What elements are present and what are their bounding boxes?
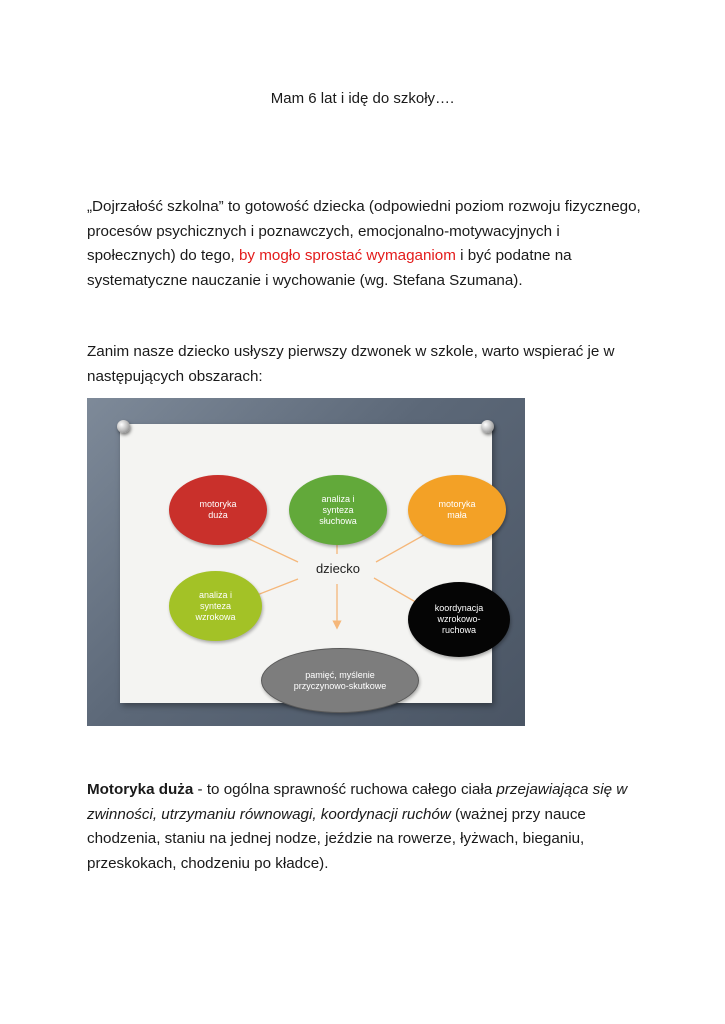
paragraph1-text-after: i być podatne na systematyczne nauczanie i wychowanie (wg. Stefana Szumana). <box>87 247 572 289</box>
bubble-text: analiza i <box>321 493 355 504</box>
paragraph1-highlight: by mogło sprostać wymaganiom <box>238 247 456 264</box>
development-areas-diagram <box>87 398 525 726</box>
bubble-visual-analysis <box>169 571 262 641</box>
bubble-memory-thinking <box>261 648 419 713</box>
gross-motor-rest: (ważnej przy nauce chodzenia, staniu na jednej nodze, jeździe na rowerze, łyżwach, bieganiu, przeskokach, chodzeniu po kładce). <box>87 805 586 872</box>
bubble-text: wzrokowo- <box>437 614 481 624</box>
pushpin-icon <box>117 420 130 433</box>
bubble-text: synteza <box>322 504 354 515</box>
bubble-text: motoryka <box>199 499 237 509</box>
bubble-text: wzrokowa <box>195 611 236 622</box>
bubble-text: pamięć, myślenie <box>305 669 375 680</box>
gross-motor-italic: przejawiająca się w zwinności, utrzymaniu równowagi, koordynacji ruchów <box>87 781 628 823</box>
bubble-text: słuchowa <box>319 515 357 526</box>
paragraph1-text-before: „Dojrzałość szkolna” to gotowość dziecka (odpowiedni poziom rozwoju fizycznego, procesów psychicznych i poznawczych, emocjonalno-motywacyjnych i społecznych) do tego, <box>87 198 641 264</box>
paragraph-support-areas: Zanim nasze dziecko usłyszy pierwszy dzwonek w szkole, warto wspierać je w następujących obszarach: <box>87 343 615 385</box>
bubble-text: koordynacja <box>434 603 484 613</box>
gross-motor-term: Motoryka duża <box>87 781 194 798</box>
bubble-text: mała <box>447 510 467 520</box>
bubble-text: ruchowa <box>441 625 477 635</box>
bubble-text: duża <box>208 510 228 520</box>
diagram-board <box>120 424 492 703</box>
bubble-text: motoryka <box>438 499 476 509</box>
bubble-text: analiza i <box>198 589 232 600</box>
document-title: Mam 6 lat i idę do szkoły…. <box>270 90 455 107</box>
bubble-text: przyczynowo-skutkowe <box>293 680 387 691</box>
bubble-text: synteza <box>199 600 231 611</box>
pushpin-icon <box>481 420 494 433</box>
bubble-fine-motor <box>408 475 506 545</box>
bubble-coordination <box>408 582 510 657</box>
paragraph-gross-motor <box>87 778 642 876</box>
diagram-center-label: dziecko <box>315 561 361 576</box>
bubble-gross-motor <box>169 475 267 545</box>
bubble-auditory-analysis <box>289 475 387 545</box>
paragraph-school-readiness <box>87 195 642 293</box>
gross-motor-dash: - to ogólna sprawność ruchowa całego ciała <box>193 781 497 798</box>
